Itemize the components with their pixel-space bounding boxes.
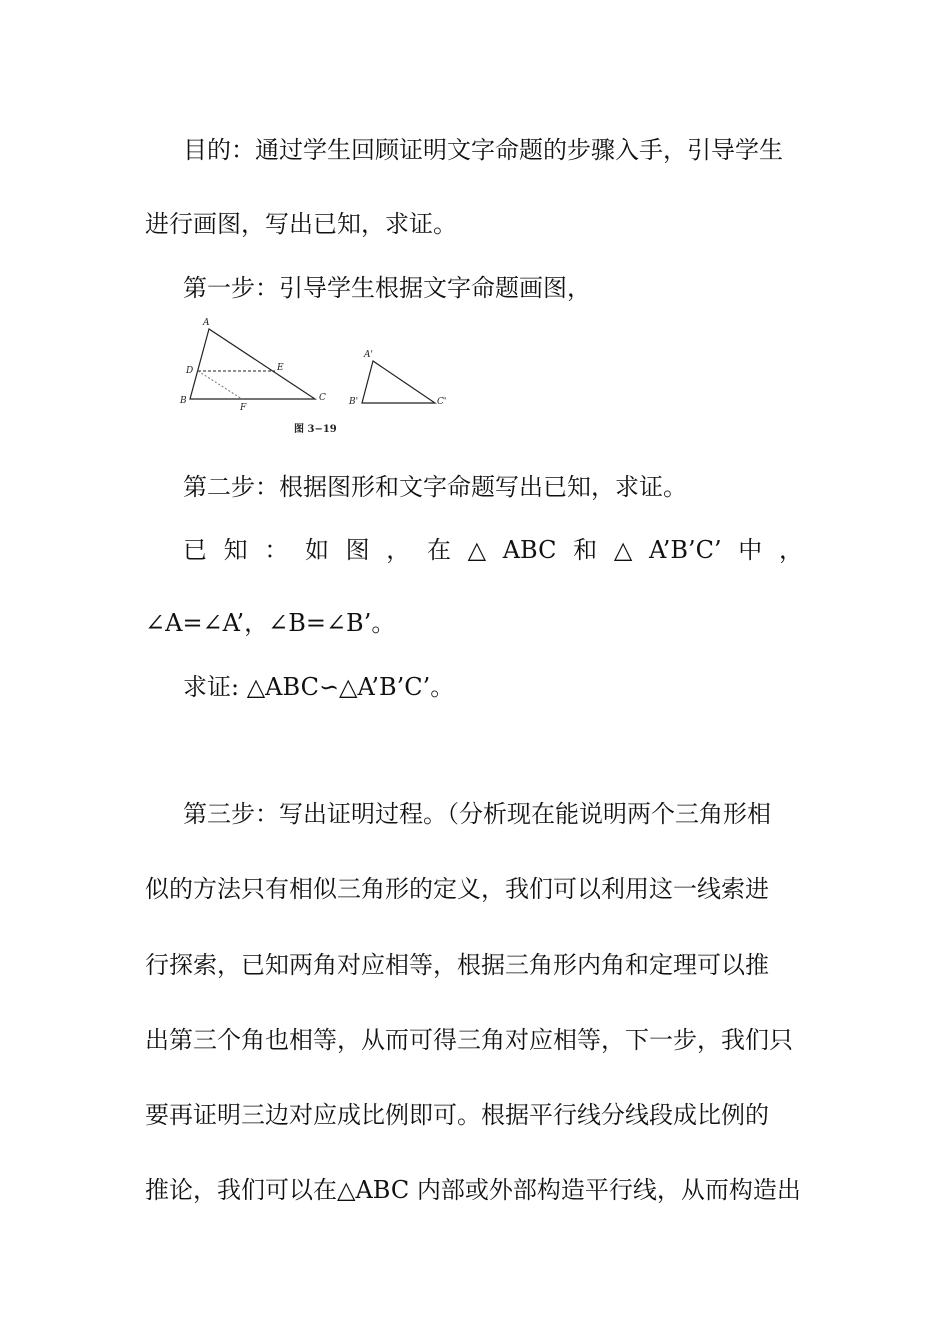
- triangle-a-b-c-prime: [362, 361, 435, 403]
- given-token: 在: [426, 536, 451, 564]
- step3-line-4: 出第三个角也相等，从而可得三角对应相等，下一步，我们只: [145, 1026, 793, 1054]
- given-token: ：: [264, 536, 289, 564]
- step3-line-3: 行探索，已知两角对应相等，根据三角形内角和定理可以推: [145, 951, 769, 979]
- given-token: 图: [345, 536, 370, 564]
- given-token: △: [613, 536, 633, 564]
- label-a: A: [203, 318, 210, 328]
- label-c: C: [319, 393, 326, 403]
- label-d: D: [186, 366, 194, 376]
- given-token: 已: [183, 536, 207, 564]
- label-b-prime: B': [349, 397, 359, 407]
- given-token: 知: [223, 536, 248, 564]
- prove-text: 求证: △ABC∽△A’B’C’。: [183, 673, 455, 701]
- step3-line-1: 第三步：写出证明过程。（分析现在能说明两个三角形相: [183, 800, 771, 828]
- label-f: F: [240, 403, 247, 413]
- step3-line-5: 要再证明三边对应成比例即可。根据平行线分线段成比例的: [145, 1101, 769, 1129]
- purpose-line-2: 进行画图，写出已知，求证。: [145, 210, 457, 238]
- given-line-1: [183, 534, 803, 566]
- given-token: ，: [386, 536, 411, 564]
- step3-line-2: 似的方法只有相似三角形的定义，我们可以利用这一线索进: [145, 875, 769, 903]
- step2-text: 第二步：根据图形和文字命题写出已知，求证。: [183, 473, 687, 501]
- label-e: E: [277, 363, 284, 373]
- triangle-figure: [172, 313, 462, 441]
- step1-text: 第一步：引导学生根据文字命题画图，: [183, 274, 591, 302]
- step3-line-6: 推论，我们可以在△ABC 内部或外部构造平行线，从而构造出: [145, 1176, 801, 1204]
- figure-caption: 图 3−19: [294, 424, 337, 435]
- given-line-2: ∠A=∠A’，∠B=∠B’。: [145, 609, 396, 637]
- label-b: B: [180, 396, 187, 406]
- given-token: A’B’C’: [648, 536, 722, 564]
- purpose-line-1: 目的：通过学生回顾证明文字命题的步骤入手，引导学生: [183, 136, 783, 164]
- given-token: 中: [738, 536, 763, 564]
- given-token: ABC: [502, 536, 557, 564]
- given-token: △: [467, 536, 487, 564]
- given-token: 如: [304, 536, 329, 564]
- triangle-abc: [190, 329, 315, 399]
- segment-df: [198, 371, 242, 399]
- label-a-prime: A': [364, 350, 373, 360]
- given-token: 和: [573, 536, 598, 564]
- given-token: ，: [778, 536, 803, 564]
- label-c-prime: C': [437, 397, 447, 407]
